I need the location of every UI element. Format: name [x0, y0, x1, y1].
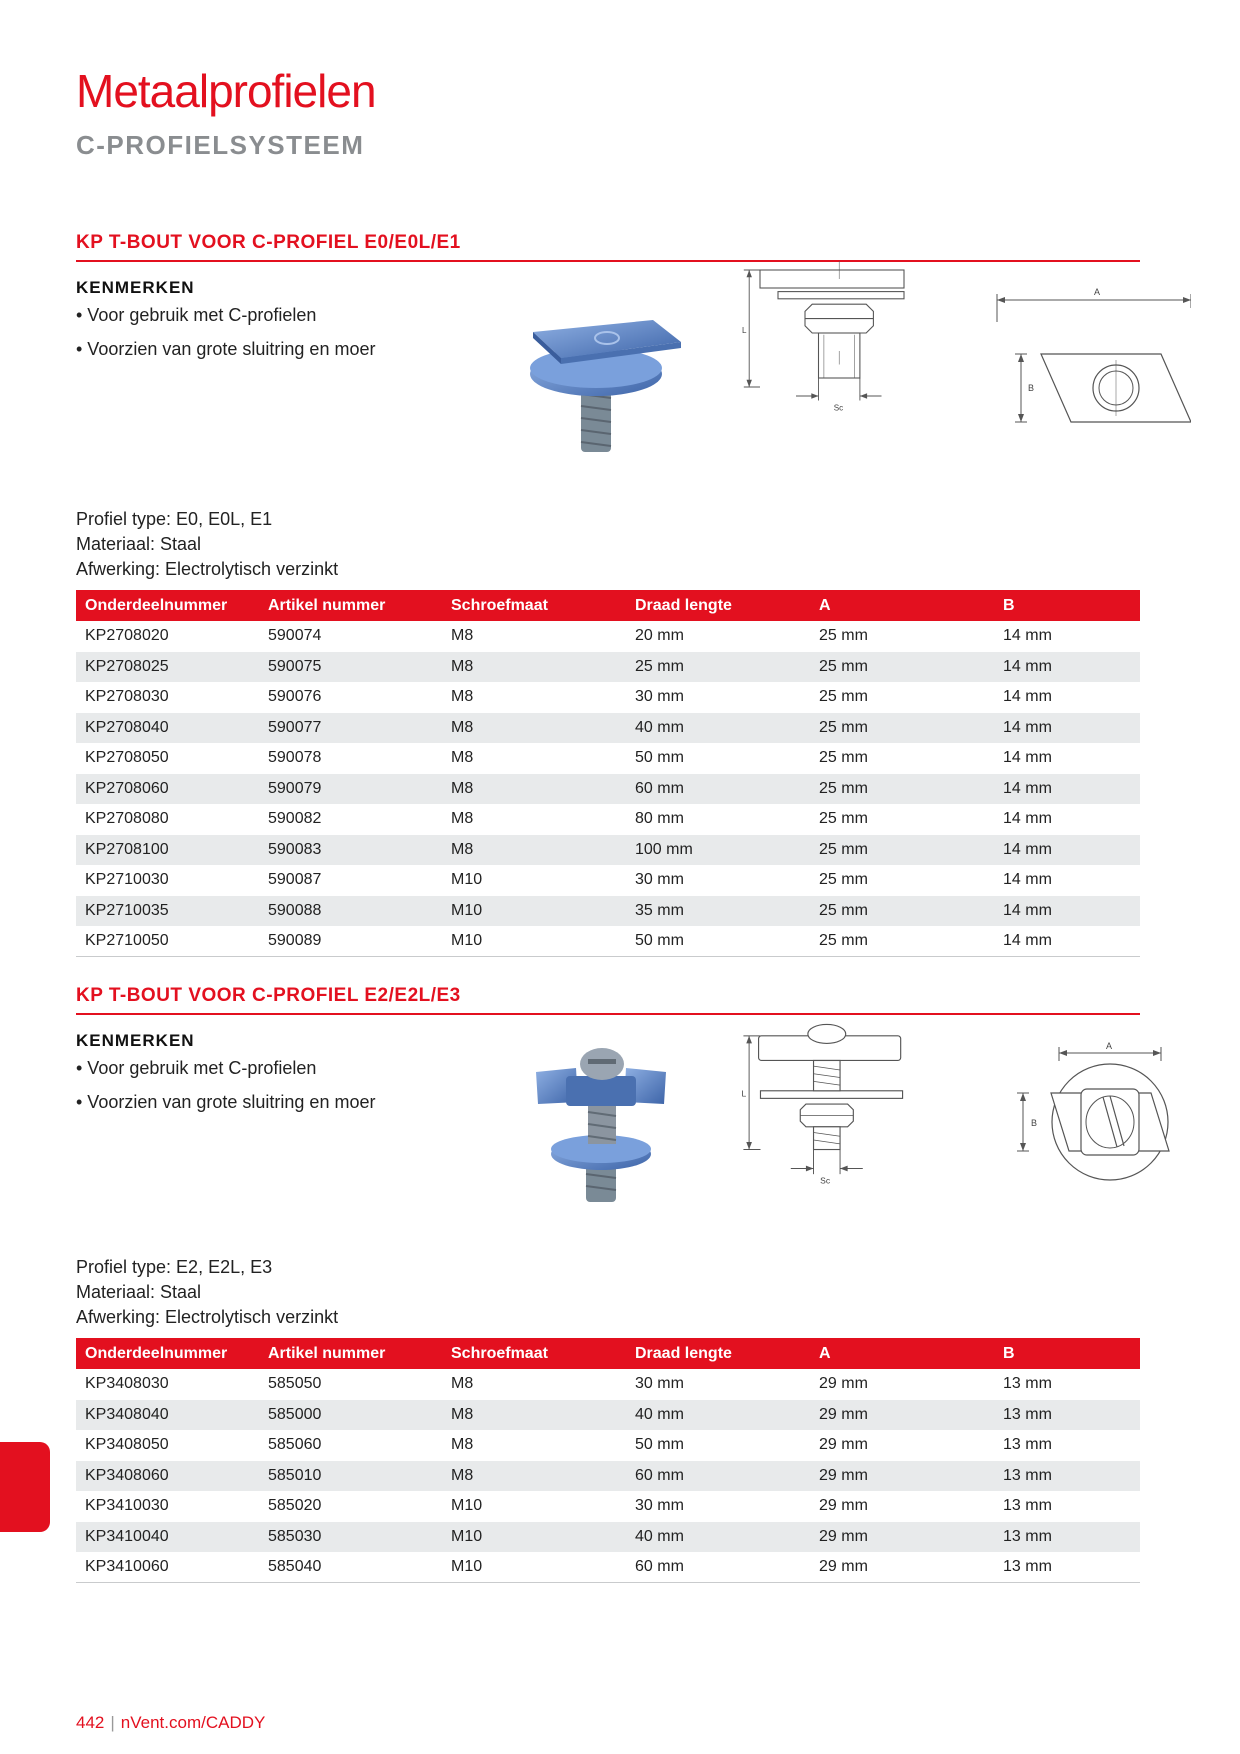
table-row	[76, 1369, 1140, 1400]
table-header-row	[76, 1338, 1140, 1369]
table-row	[76, 713, 1140, 744]
table-row	[76, 1400, 1140, 1431]
table-cell: 590075	[259, 652, 442, 683]
table-cell: KP2708080	[85, 810, 169, 828]
table-cell: 35 mm	[626, 896, 810, 927]
table-row	[76, 1430, 1140, 1461]
table-cell: 30 mm	[635, 1375, 684, 1393]
table-cell: 590078	[268, 749, 322, 767]
table-cell: M8	[451, 749, 474, 767]
table-cell: M10	[451, 871, 483, 889]
table-row	[76, 835, 1140, 866]
table-cell: 25 mm	[819, 688, 868, 706]
footer-separator: |	[110, 1713, 115, 1732]
product-specs	[76, 1255, 338, 1330]
table-row	[76, 1552, 1140, 1583]
product-specs	[76, 507, 338, 582]
table-cell: 585000	[259, 1400, 442, 1431]
product-photo	[516, 1037, 686, 1217]
table-cell: 590087	[268, 871, 322, 889]
table-cell: 25 mm	[819, 627, 868, 645]
column-header: B	[994, 1338, 1140, 1369]
table-cell: 14 mm	[1003, 627, 1052, 645]
table-cell: M10	[442, 896, 626, 927]
table-row	[76, 652, 1140, 683]
table-cell: KP3408030	[85, 1375, 169, 1393]
table-cell: 25 mm	[810, 835, 994, 866]
table-cell: 590089	[259, 926, 442, 957]
table-cell: 29 mm	[810, 1552, 994, 1583]
product-table	[76, 590, 1140, 957]
table-cell: 29 mm	[819, 1436, 868, 1454]
column-header: Draad lengte	[626, 590, 810, 621]
table-cell: KP3408060	[76, 1461, 259, 1492]
spec-material: Materiaal: Staal	[76, 534, 202, 554]
table-cell: KP3408050	[85, 1436, 169, 1454]
table-cell: 590083	[259, 835, 442, 866]
table-cell: 80 mm	[635, 810, 684, 828]
spec-material: Materiaal: Staal	[76, 1282, 202, 1302]
table-cell: KP3410030	[85, 1497, 169, 1515]
table-row	[76, 774, 1140, 805]
table-cell: 590077	[259, 713, 442, 744]
table-cell: M8	[442, 835, 626, 866]
table-cell: 25 mm	[819, 810, 868, 828]
table-cell: 590079	[259, 774, 442, 805]
table-cell: 30 mm	[635, 871, 684, 889]
table-cell: 585060	[268, 1436, 322, 1454]
table-cell: KP3408040	[76, 1400, 259, 1431]
table-cell: 25 mm	[819, 871, 868, 889]
table-cell: 14 mm	[994, 652, 1140, 683]
column-header: Onderdeelnummer	[76, 1338, 259, 1369]
table-cell: M8	[451, 688, 474, 706]
table-cell: M10	[442, 1522, 626, 1553]
table-cell: 585040	[259, 1552, 442, 1583]
table-cell: M8	[451, 627, 474, 645]
section-title: KP T-BOUT VOOR C-PROFIEL E2/E2L/E3	[76, 985, 1140, 1015]
table-cell: KP2710050	[76, 926, 259, 957]
table-cell: 14 mm	[1003, 688, 1052, 706]
table-cell: M10	[442, 926, 626, 957]
table-cell: 29 mm	[819, 1497, 868, 1515]
table-cell: 14 mm	[994, 926, 1140, 957]
table-cell: M8	[442, 652, 626, 683]
table-cell: M10	[442, 1552, 626, 1583]
table-cell: 14 mm	[994, 774, 1140, 805]
table-cell: KP2710030	[85, 871, 169, 889]
table-cell: 25 mm	[810, 926, 994, 957]
table-cell: 50 mm	[626, 926, 810, 957]
table-cell: 590076	[268, 688, 322, 706]
product-table	[76, 1338, 1140, 1583]
dimension-label-b: B	[1028, 383, 1035, 393]
table-cell: KP2708020	[85, 627, 169, 645]
table-row	[76, 1491, 1140, 1522]
table-cell: 585010	[259, 1461, 442, 1492]
table-cell: M8	[442, 1461, 626, 1492]
page-title: Metaalprofielen	[76, 65, 376, 117]
table-cell: M8	[451, 1436, 474, 1454]
feature-item: • Voorzien van grote sluitring en moer	[76, 1092, 376, 1112]
dimension-label-l: L	[741, 1088, 747, 1099]
column-header: Artikel nummer	[259, 1338, 442, 1369]
dimension-label-sc: Sc	[833, 403, 844, 413]
table-cell: 29 mm	[810, 1522, 994, 1553]
feature-item: • Voor gebruik met C-profielen	[76, 1058, 317, 1078]
table-cell: KP2708025	[76, 652, 259, 683]
table-row	[76, 621, 1140, 652]
column-header: A	[810, 590, 994, 621]
table-cell: 13 mm	[994, 1461, 1140, 1492]
table-cell: 14 mm	[1003, 810, 1052, 828]
table-cell: 585020	[268, 1497, 322, 1515]
table-cell: 585030	[259, 1522, 442, 1553]
table-cell: 14 mm	[1003, 749, 1052, 767]
table-cell: 13 mm	[1003, 1436, 1052, 1454]
chapter-tab	[0, 1442, 50, 1532]
column-header: Artikel nummer	[259, 590, 442, 621]
table-cell: M8	[451, 1375, 474, 1393]
table-row	[76, 682, 1140, 713]
table-cell: 40 mm	[626, 1522, 810, 1553]
dimension-label-b: B	[1031, 1118, 1038, 1128]
table-cell: KP2708060	[76, 774, 259, 805]
column-header: Schroefmaat	[442, 590, 626, 621]
table-cell: 13 mm	[1003, 1375, 1052, 1393]
table-header-row	[76, 590, 1140, 621]
page-footer	[76, 1713, 265, 1733]
table-cell: M8	[442, 713, 626, 744]
table-cell: 29 mm	[810, 1400, 994, 1431]
table-cell: 14 mm	[994, 835, 1140, 866]
table-row	[76, 1461, 1140, 1492]
table-cell: 13 mm	[994, 1522, 1140, 1553]
table-cell: KP2708040	[76, 713, 259, 744]
features-heading: KENMERKEN	[76, 278, 195, 297]
table-cell: 13 mm	[1003, 1497, 1052, 1515]
footer-url[interactable]: nVent.com/CADDY	[120, 1713, 266, 1732]
table-cell: 590074	[268, 627, 322, 645]
table-cell: M8	[442, 1400, 626, 1431]
table-cell: M8	[442, 774, 626, 805]
table-cell: 30 mm	[635, 1497, 684, 1515]
spec-profile-type: Profiel type: E0, E0L, E1	[76, 509, 273, 529]
table-row	[76, 1522, 1140, 1553]
table-row	[76, 804, 1140, 835]
table-cell: KP2708050	[85, 749, 169, 767]
spec-profile-type: Profiel type: E2, E2L, E3	[76, 1257, 273, 1277]
column-header: A	[810, 1338, 994, 1369]
table-cell: 20 mm	[635, 627, 684, 645]
table-cell: KP3410040	[76, 1522, 259, 1553]
product-section-2	[76, 985, 1140, 1575]
side-view-drawing	[721, 252, 961, 432]
table-cell: 50 mm	[635, 749, 684, 767]
table-cell: KP2710035	[76, 896, 259, 927]
table-cell: KP2708100	[76, 835, 259, 866]
table-cell: 29 mm	[819, 1375, 868, 1393]
table-cell: M8	[451, 810, 474, 828]
table-cell: 25 mm	[810, 713, 994, 744]
table-row	[76, 896, 1140, 927]
table-cell: KP3410060	[76, 1552, 259, 1583]
table-row	[76, 743, 1140, 774]
top-view-drawing	[991, 272, 1191, 452]
table-cell: 25 mm	[810, 774, 994, 805]
feature-item: • Voor gebruik met C-profielen	[76, 305, 317, 325]
dimension-label-sc: Sc	[820, 1175, 831, 1186]
page-subtitle: C-PROFIELSYSTEEM	[76, 130, 365, 160]
spec-finish: Afwerking: Electrolytisch verzinkt	[76, 559, 339, 579]
table-cell: 60 mm	[626, 1461, 810, 1492]
column-header: Draad lengte	[626, 1338, 810, 1369]
table-cell: 590082	[268, 810, 322, 828]
table-cell: 25 mm	[626, 652, 810, 683]
table-row	[76, 926, 1140, 957]
page-number: 442	[76, 1713, 105, 1732]
column-header: B	[994, 590, 1140, 621]
table-cell: 50 mm	[635, 1436, 684, 1454]
column-header: Schroefmaat	[442, 1338, 626, 1369]
table-cell: 100 mm	[626, 835, 810, 866]
table-cell: 25 mm	[810, 652, 994, 683]
table-cell: 40 mm	[626, 1400, 810, 1431]
features-heading: KENMERKEN	[76, 1031, 195, 1050]
table-cell: 13 mm	[994, 1552, 1140, 1583]
dimension-label-l: L	[742, 326, 747, 335]
table-cell: 60 mm	[626, 774, 810, 805]
spec-finish: Afwerking: Electrolytisch verzinkt	[76, 1307, 339, 1327]
dimension-label-a: A	[1094, 287, 1101, 297]
table-cell: 30 mm	[635, 688, 684, 706]
feature-item: • Voorzien van grote sluitring en moer	[76, 339, 376, 359]
side-view-drawing	[726, 1015, 956, 1195]
table-cell: 25 mm	[819, 749, 868, 767]
product-section-1	[76, 232, 1140, 949]
table-cell: 590088	[259, 896, 442, 927]
table-cell: KP2708030	[85, 688, 169, 706]
table-cell: 60 mm	[626, 1552, 810, 1583]
table-cell: 25 mm	[810, 896, 994, 927]
table-cell: 14 mm	[1003, 871, 1052, 889]
top-view-drawing	[1011, 1029, 1191, 1209]
product-photo	[521, 292, 691, 472]
table-cell: 14 mm	[994, 896, 1140, 927]
table-cell: M10	[451, 1497, 483, 1515]
table-cell: 585050	[268, 1375, 322, 1393]
table-row	[76, 865, 1140, 896]
table-cell: 14 mm	[994, 713, 1140, 744]
column-header: Onderdeelnummer	[76, 590, 259, 621]
table-cell: 13 mm	[994, 1400, 1140, 1431]
table-cell: 29 mm	[810, 1461, 994, 1492]
table-cell: 40 mm	[626, 713, 810, 744]
dimension-label-a: A	[1106, 1041, 1113, 1051]
section-title: KP T-BOUT VOOR C-PROFIEL E0/E0L/E1	[76, 232, 1140, 262]
